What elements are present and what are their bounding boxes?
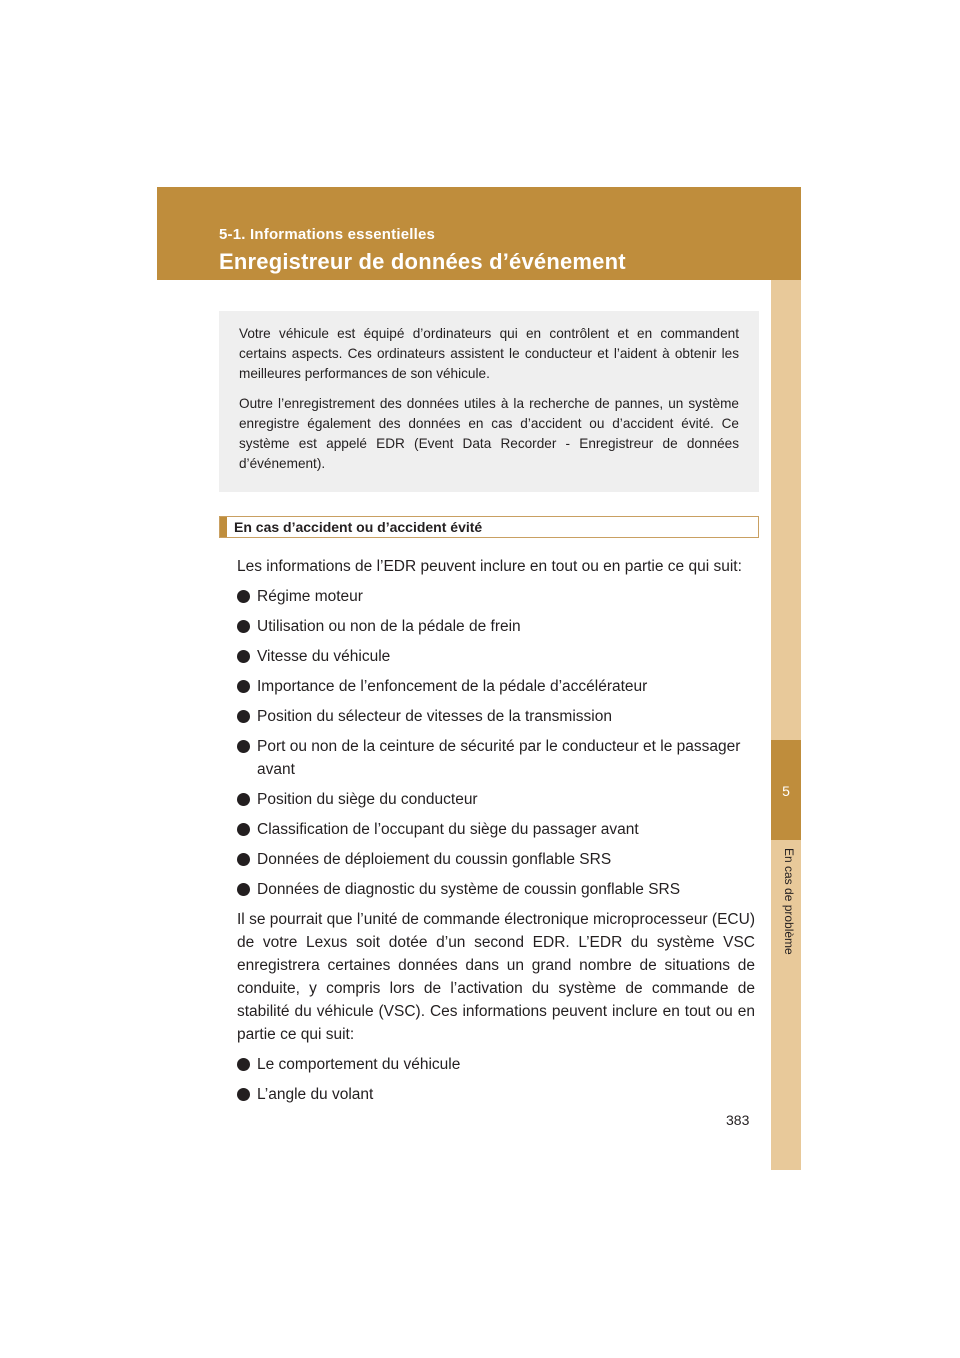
subheading-bar bbox=[220, 517, 227, 537]
list-item: Données de diagnostic du système de coussin gonflable SRS bbox=[237, 878, 755, 901]
chapter-number: 5 bbox=[782, 783, 790, 799]
subheading-text: En cas d’accident ou d’accident évité bbox=[234, 519, 483, 535]
list-item: Données de déploiement du coussin gonflable SRS bbox=[237, 848, 755, 871]
subheading bbox=[219, 516, 759, 538]
list-item: Le comportement du véhicule bbox=[237, 1053, 755, 1076]
lead-text: Les informations de l’EDR peuvent inclure en tout ou en partie ce qui suit: bbox=[237, 558, 742, 575]
list-item: Position du sélecteur de vitesses de la transmission bbox=[237, 705, 755, 728]
list-item: Régime moteur bbox=[237, 585, 755, 608]
list-item: Port ou non de la ceinture de sécurité par le conducteur et le passager avant bbox=[237, 735, 755, 781]
list-item: Classification de l’occupant du siège du passager avant bbox=[237, 818, 755, 841]
body-paragraph: Il se pourrait que l’unité de commande électronique microprocesseur (ECU) de votre Lexus soit dotée d’un second EDR. L’EDR du système VSC enregistrera certaines données dans un grand nombre de situations de conduite, y compris lors de l’activation du système de commande de stabilité du véhicule (VSC). Ces informations peuvent inclure en tout ou en partie ce qui suit: bbox=[237, 911, 755, 1043]
intro-paragraph: Votre véhicule est équipé d’ordinateurs qui en contrôlent et en commandent certains aspects. Ces ordinateurs assistent le conducteur et l’aident à obtenir les meilleures performances de son véhicule. bbox=[239, 326, 739, 381]
list-item: Position du siège du conducteur bbox=[237, 788, 755, 811]
list-item: Utilisation ou non de la pédale de frein bbox=[237, 615, 755, 638]
side-strip bbox=[771, 280, 801, 1170]
page-title: Enregistreur de données d’événement bbox=[219, 249, 626, 274]
section-label: 5-1. Informations essentielles bbox=[219, 226, 436, 243]
intro-box bbox=[219, 311, 759, 492]
page-number: 383 bbox=[726, 1112, 750, 1128]
bullet-list bbox=[237, 585, 755, 901]
intro-paragraph: Outre l’enregistrement des données utiles à la recherche de pannes, un système enregistre également des données en cas d’accident ou d’accident évité. Ce système est appelé EDR (Event Data Recorder - Enregistreur de données d’événement). bbox=[239, 396, 739, 471]
main-content bbox=[237, 555, 755, 1113]
bullet-list-2 bbox=[237, 1053, 755, 1106]
list-item: L’angle du volant bbox=[237, 1083, 755, 1106]
chapter-name: En cas de problème bbox=[782, 848, 796, 955]
list-item: Importance de l’enfoncement de la pédale d’accélérateur bbox=[237, 675, 755, 698]
list-item: Vitesse du véhicule bbox=[237, 645, 755, 668]
